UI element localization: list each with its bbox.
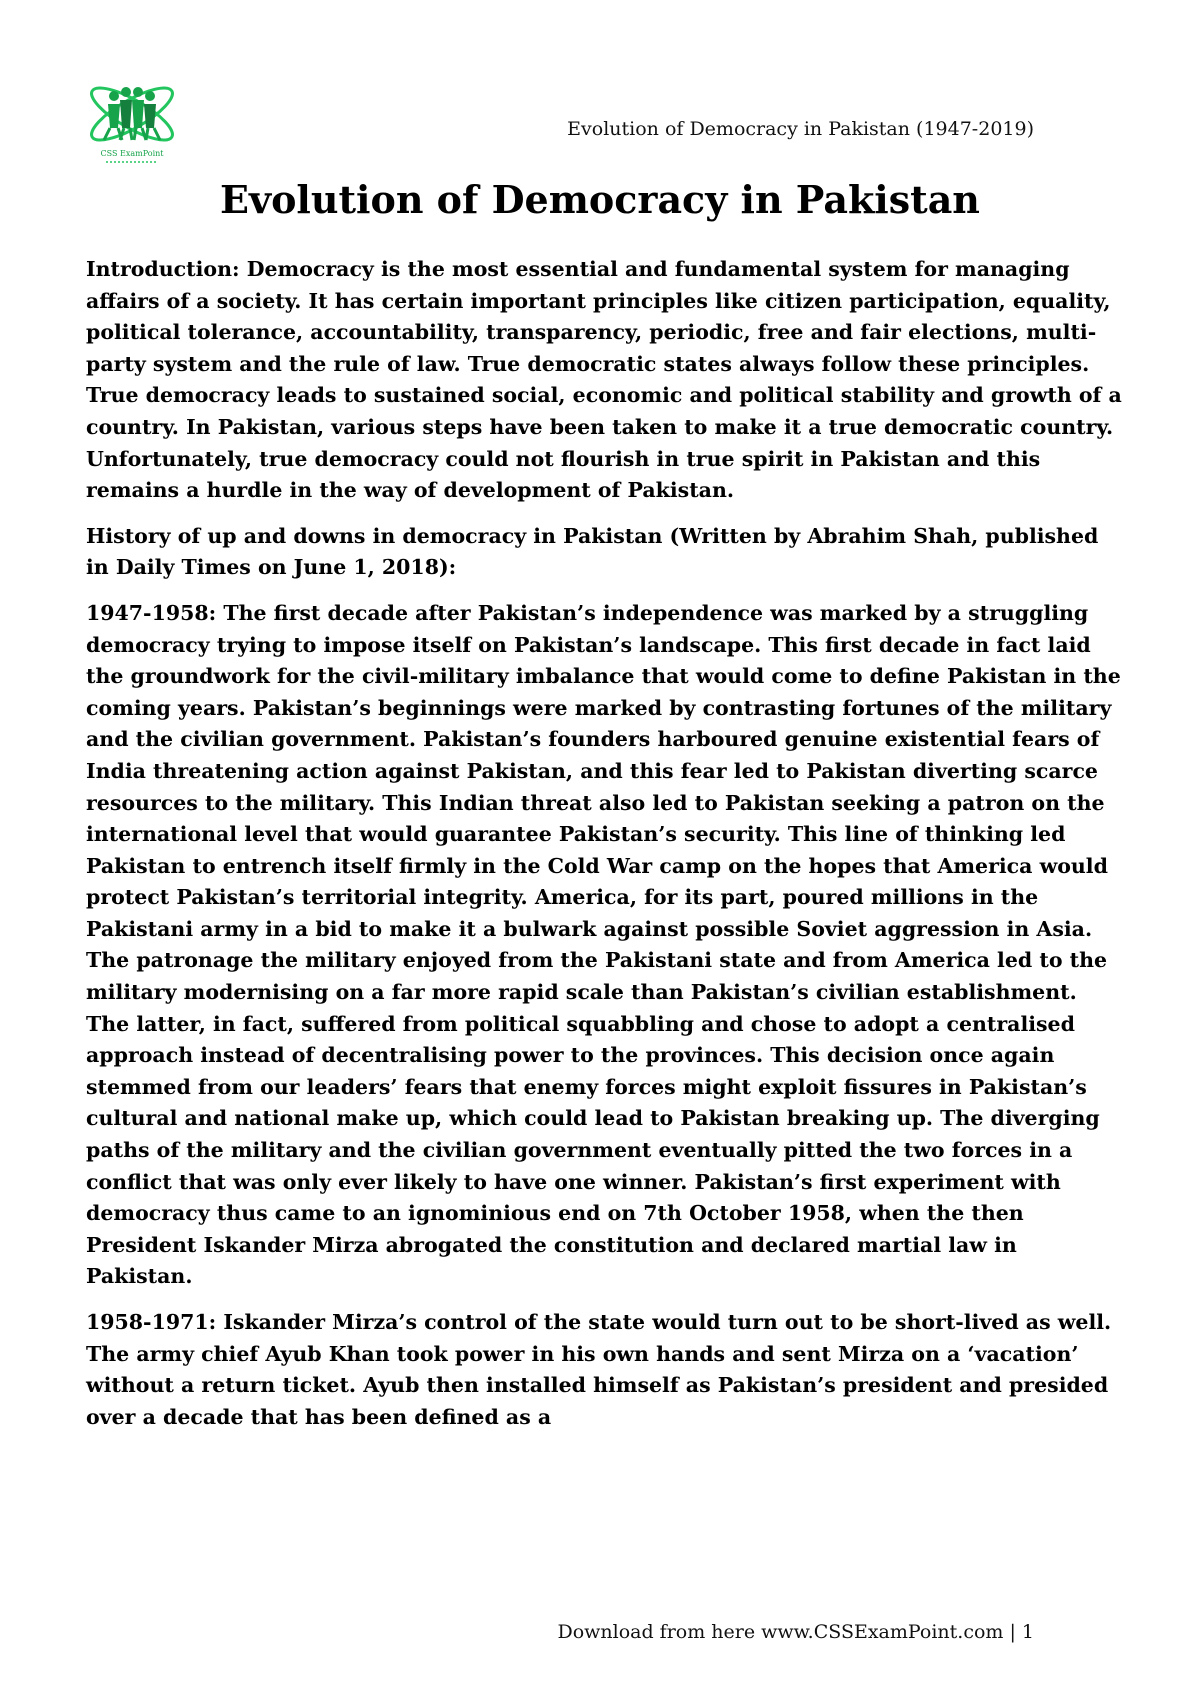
history-heading: History of up and downs in democracy in Pakistan (Written by Abrahim Shah, published in Daily Times on June 1, 2018): [86,523,1099,580]
logo [82,82,182,166]
period-1947-1958-paragraph: 1947-1958: The first decade after Pakistan’s independence was marked by a struggling democracy trying to impose itself on Pakistan’s landscape. This first decade in fact laid the groundwork for the civil-military imbalance that would come to define Pakistan in the coming years. Pakistan’s beginnings were marked by contrasting fortunes of the military and the civilian government. Pakistan’s founders harboured genuine existential fears of India threatening action against Pakistan, and this fear led to Pakistan diverting scarce resources to the military. This Indian threat also led to Pakistan seeking a patron on the international level that would guarantee Pakistan’s security. This line of thinking led Pakistan to entrench itself firmly in the Cold War camp on the hopes that America would protect Pakistan’s territorial integrity. America, for its part, poured millions in the Pakistani army in a bid to make it a bulwark against possible Soviet aggression in Asia. The patronage the military enjoyed from the Pakistani state and from America led to the military modernising on a far more rapid scale than Pakistan’s civilian establishment. The latter, in fact, suffered from political squabbling and chose to adopt a centralised approach instead of decentralising power to the provinces. This decision once again stemmed from our leaders’ fears that enemy forces might exploit fissures in Pakistan’s cultural and national make up, which could lead to Pakistan breaking up. The diverging paths of the military and the civilian government eventually pitted the two forces in a conflict that was only ever likely to have one winner. Pakistan’s first experiment with democracy thus came to an ignominious end on 7th October 1958, when the then President Iskander Mirza abrogated the constitution and declared martial law in Pakistan. [86,600,1121,1289]
css-exampoint-logo-icon [82,82,182,166]
document-body [86,254,1126,1447]
running-header: Evolution of Democracy in Pakistan (1947-2019) [567,118,1034,140]
intro-paragraph: Introduction: Democracy is the most essential and fundamental system for managing affairs of a society. It has certain important principles like citizen participation, equality, political tolerance, accountability, transparency, periodic, free and fair elections, multi-party system and the rule of law. True democratic states always follow these principles. True democracy leads to sustained social, economic and political stability and growth of a country. In Pakistan, various steps have been taken to make it a true democratic country. Unfortunately, true democracy could not flourish in true spirit in Pakistan and this remains a hurdle in the way of development of Pakistan. [86,257,1122,503]
svg-text:CSS ExamPoint: CSS ExamPoint [100,149,164,158]
period-1958-1971-paragraph: 1958-1971: Iskander Mirza’s control of the state would turn out to be short-lived as well. The army chief Ayub Khan took power in his own hands and sent Mirza on a ‘vacation’ without a return ticket. Ayub then installed himself as Pakistan’s president and presided over a decade that has been defined as a [86,1310,1112,1429]
page-footer: Download from here www.CSSExamPoint.com | 1 [557,1621,1034,1643]
page-title: Evolution of Democracy in Pakistan [220,177,980,222]
